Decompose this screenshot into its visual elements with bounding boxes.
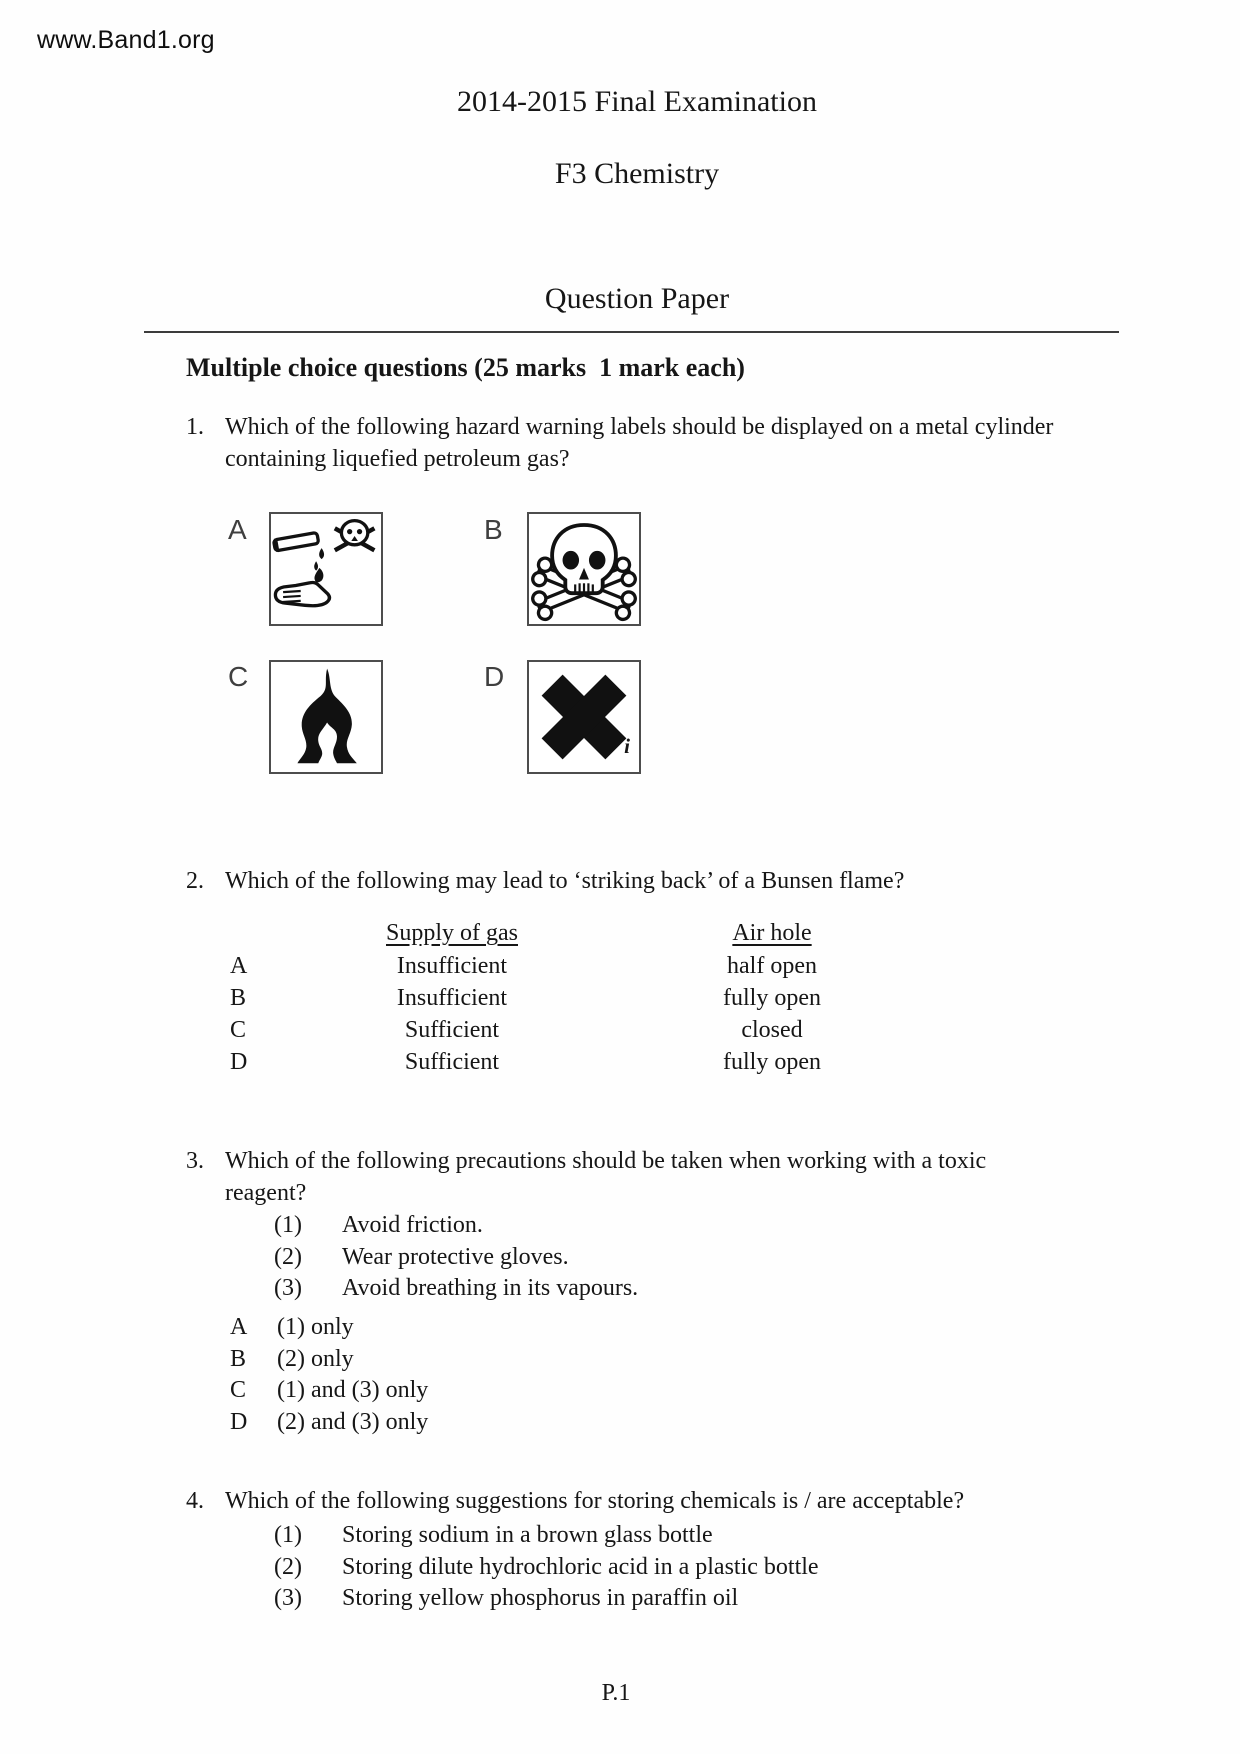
hazard-box-toxic: [527, 512, 641, 626]
q3-choice-d-text: (2) and (3) only: [277, 1408, 429, 1435]
question-1-option-b-label: B: [484, 514, 503, 545]
q2-row-d-label: D: [230, 1049, 248, 1075]
question-1: [186, 412, 1055, 475]
q4-statement-3-number: (3): [274, 1585, 302, 1612]
question-4-number: 4.: [186, 1488, 204, 1514]
q2-row-b-supply: Insufficient: [396, 985, 508, 1011]
q3-choice-d-label: D: [230, 1408, 248, 1435]
title-divider-rule: [144, 331, 1119, 333]
q3-statement-1-text: Avoid friction.: [342, 1212, 483, 1238]
question-3: [186, 1146, 1055, 1209]
question-4: [186, 1486, 1055, 1518]
q2-row-b-label: B: [230, 985, 247, 1011]
mc-section-heading: Multiple choice questions (25 marks 1 mark each): [186, 353, 745, 382]
hazard-box-corrosive: [269, 512, 383, 626]
q2-header-air-hole: Air hole: [732, 920, 812, 946]
q4-statement-2-number: (2): [274, 1553, 302, 1580]
harmful-cross-icon: [529, 662, 639, 772]
q3-choice-a-label: A: [230, 1314, 248, 1340]
question-3-number: 3.: [186, 1148, 204, 1174]
q4-statement-2-text: Storing dilute hydrochloric acid in a plastic bottle: [342, 1553, 819, 1580]
q2-header-supply-of-gas: Supply of gas: [386, 920, 518, 946]
q2-row-a-air: half open: [727, 953, 817, 979]
flammable-icon: [271, 662, 381, 772]
q2-row-c-label: C: [230, 1017, 247, 1043]
question-3-text: Which of the following precautions should be taken when working with a toxic reagent?: [225, 1148, 987, 1206]
hazard-box-flammable: [269, 660, 383, 774]
harmful-i-mark: i: [624, 734, 630, 758]
q2-row-b-air: fully open: [723, 985, 821, 1011]
question-2-text: Which of the following may lead to ‘striking back’ of a Bunsen flame?: [225, 868, 905, 894]
question-1-option-a-label: A: [228, 514, 247, 545]
question-2: [186, 866, 1055, 898]
q2-row-c-air: closed: [741, 1017, 803, 1043]
exam-title: 2014-2015 Final Examination: [457, 85, 817, 118]
q3-statement-1-number: (1): [274, 1212, 302, 1238]
q3-choice-a-text: (1) only: [277, 1314, 354, 1340]
hazard-box-harmful: [527, 660, 641, 774]
question-4-text: Which of the following suggestions for storing chemicals is / are acceptable?: [225, 1488, 965, 1514]
exam-subject: F3 Chemistry: [554, 157, 720, 190]
q3-statement-3-text: Avoid breathing in its vapours.: [342, 1275, 639, 1302]
question-1-option-d-label: D: [484, 661, 505, 692]
question-2-number: 2.: [186, 868, 204, 894]
q2-row-a-label: A: [230, 953, 248, 979]
question-1-option-c-label: C: [228, 661, 249, 692]
site-link: www.Band1.org: [37, 26, 215, 54]
q3-choice-c-label: C: [230, 1377, 247, 1404]
paper-title: Question Paper: [544, 282, 730, 315]
q3-statement-2-text: Wear protective gloves.: [342, 1243, 569, 1270]
q3-choice-c-text: (1) and (3) only: [277, 1377, 429, 1404]
toxic-icon: [529, 514, 639, 624]
q2-row-d-air: fully open: [723, 1049, 821, 1075]
q3-statement-3-number: (3): [274, 1275, 302, 1302]
page-number: P.1: [601, 1680, 631, 1706]
q3-choice-b-text: (2) only: [277, 1345, 354, 1372]
q4-statement-1-text: Storing sodium in a brown glass bottle: [342, 1522, 713, 1548]
q3-choice-b-label: B: [230, 1345, 247, 1372]
question-1-number: 1.: [186, 414, 204, 440]
q4-statement-1-number: (1): [274, 1522, 302, 1548]
q2-row-a-supply: Insufficient: [396, 953, 508, 979]
q2-row-d-supply: Sufficient: [404, 1049, 500, 1075]
corrosive-icon: [271, 514, 381, 624]
q4-statement-3-text: Storing yellow phosphorus in paraffin oil: [342, 1585, 739, 1612]
q3-statement-2-number: (2): [274, 1243, 302, 1270]
q2-row-c-supply: Sufficient: [404, 1017, 500, 1043]
question-1-text: Which of the following hazard warning labels should be displayed on a metal cylinder containing liquefied petroleum gas?: [225, 414, 1054, 472]
